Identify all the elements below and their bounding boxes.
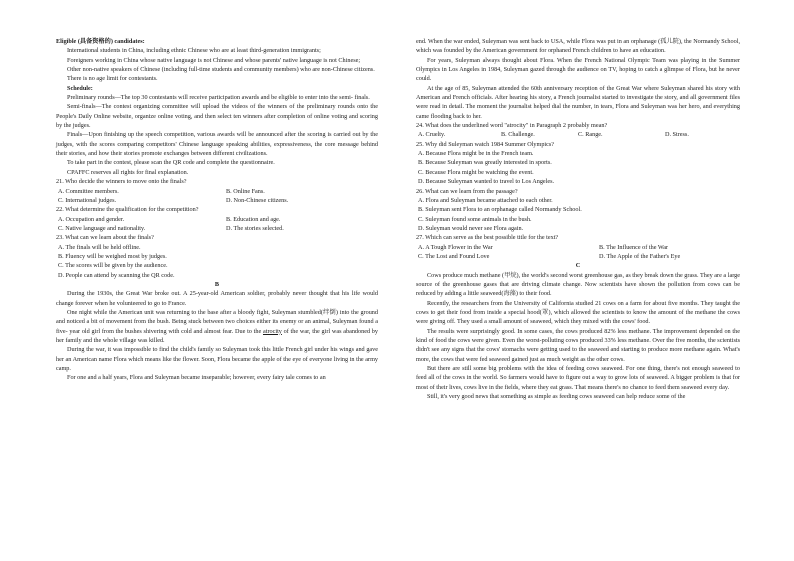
para-text: One night while the American unit was returning to the base after a bloody fight, Suleyman stumbled(绊倒) into the ground and noticed a bit of movement from the bush. Being stuck between two choices either its enemy or an animal, Suleyman found a five- year old girl from the bushes shivering with cold and almost fear. Due to the atrocity of the war, the girl was abandoned by her family and the whole village was killed. <box>56 308 378 344</box>
question-22-stem: 22. What determine the qualification for the competition? <box>56 206 199 214</box>
question-21-stem: 21. Who decide the winners to move onto the finals? <box>56 178 187 186</box>
passage-b-para: For years, Suleyman always thought about Flora. When the French National Olympic Team was playing in the Summer Olympics in Los Angeles in 1984, Suleyman gazed through the audience on TV, hoping to catch a glimpse of Flora, but he never could. <box>416 56 740 83</box>
question-27-options <box>416 243 740 262</box>
eligible-line: International students in China, including ethnic Chinese who are at least third-generation immigrants; <box>67 47 321 55</box>
eligible-line: Other non-native speakers of Chinese (including full-time students and community members) who are non-Chinese citizens. <box>67 66 375 74</box>
option[interactable]: A. A Tough Flower in the War <box>418 243 493 251</box>
option[interactable]: C. International judges. <box>58 196 117 204</box>
option[interactable]: A. Committee members. <box>58 187 119 195</box>
option[interactable]: A. Cruelty. <box>418 131 446 139</box>
option[interactable]: D. Stress. <box>665 131 689 139</box>
question-21-options <box>56 187 378 206</box>
left-column <box>56 37 378 383</box>
passage-c-para: Still, it's very good news that something as simple as feeding cows seaweed can help reduce some of the <box>427 393 686 401</box>
passage-c-para: Cows produce much methane (甲烷), the world's second worst greenhouse gas, as they break down the grass. They are a large source of the greenhouse gases that are driving climate change. Now scientists have shown the pollution from cows can be reduced by adding a little seaweed(海藻) to their food. <box>416 271 740 298</box>
question-26-stem: 26. What can we learn from the passage? <box>416 187 518 195</box>
option[interactable]: D. People can attend by scanning the QR code. <box>58 271 175 279</box>
passage-b-para: For one and a half years, Flora and Suleyman became inseparable; however, every fairy tale comes to an <box>67 374 326 382</box>
option[interactable]: D. Non-Chinese citizens. <box>226 196 289 204</box>
question-24-options <box>416 130 740 139</box>
schedule-para: Semi-finals—The contest organizing committee will upload the videos of the winners of the preliminary rounds onto the People's Daily Online website, organize online voting, and then select ten winners after completion of online voting and scoring by the judges. <box>56 103 378 130</box>
question-25-stem: 25. Why did Suleyman watch 1984 Summer Olympics? <box>416 140 555 148</box>
option[interactable]: C. Suleyman found some animals in the bush. <box>418 215 532 223</box>
schedule-para: CPAFFC reserves all rights for final explanation. <box>67 168 189 176</box>
passage-b-para: During the war, it was impossible to find the child's family so Suleyman took this little French girl under his wings and gave her an American name Flora which means like the flower. Soon, Flora became the apple of the eye of everyone living in the army camp. <box>56 346 378 373</box>
option[interactable]: A. Flora and Suleyman became attached to each other. <box>418 196 553 204</box>
section-b-heading: B <box>214 280 220 288</box>
option[interactable]: B. Education and age. <box>226 215 281 223</box>
passage-b-para: At the age of 85, Suleyman attended the 60th anniversary reception of the Great War where Suleyman shared his story with American and French officials. After hearing his story, a French journalist started to investigate the story, and all government files were read in detail. The moment the journalist helped dial the number, in tears, Flora and Suleyman was her hero, and everything came flooding back to her. <box>416 84 740 120</box>
option[interactable]: C. The Lost and Found Love <box>418 252 490 260</box>
section-c-heading: C <box>575 262 581 270</box>
question-23-stem: 23. What can we learn about the finals? <box>56 234 154 242</box>
option[interactable]: D. The stories selected. <box>226 224 284 232</box>
option[interactable]: B. Fluency will be weighed most by judges. <box>58 252 167 260</box>
option[interactable]: B. Because Suleyman was greatly interested in sports. <box>418 159 552 167</box>
option[interactable]: D. Suleyman would never see Flora again. <box>418 224 524 232</box>
passage-c-para: The results were surprisingly good. In some cases, the cows produced 82% less methane. The improvement depended on the kind of food the cows were given. Even the worst-polluting cows produced 33% less methane. Over the five months, the scientists didn't see any signs that the cows' stomachs were getting used to the seaweed and starting to produce more methane again. What's more, the cows that were fed seaweed gained just as much weight as the other cows. <box>416 327 740 363</box>
question-22-options <box>56 215 378 234</box>
passage-b-continued: end. When the war ended, Suleyman was sent back to USA, while Flora was put in an orphanage (孤儿院), the Normandy School, which was founded by the American government for orphaned French children to have an education. <box>416 38 740 55</box>
option[interactable]: A. The finals will be held offline. <box>58 243 141 251</box>
option[interactable]: C. Native language and nationality. <box>58 224 146 232</box>
passage-b-para: During the 1930s, the Great War broke out. A 25-year-old American soldier, probably never thought that his life would change forever when he volunteered to go to France. <box>56 290 378 307</box>
option[interactable]: A. Because Flora might be in the French team. <box>418 150 534 158</box>
right-column <box>416 37 740 401</box>
schedule-para: Finals—Upon finishing up the speech competition, various awards will be announced after the scoring is carried out by the judges, with the scores comparing competitors' Chinese language speaking abilities, expressiveness, the core message behind their stories, and how their stories promote exchanges between different civilizations. <box>56 131 378 158</box>
option[interactable]: D. The Apple of the Father's Eye <box>599 252 681 260</box>
schedule-heading: Schedule: <box>67 84 93 92</box>
passage-c-para: But there are still some big problems with the idea of feeding cows seaweed. For one thing, there's not enough seaweed to feed all of the cows in the world. So farmers would have to figure out a way to grow lots of seaweed. A bigger problem is that for most of their lives, cows live in the fields, where they eat grass. That means there's no chance to feed them seaweed every day. <box>416 365 740 391</box>
option[interactable]: C. The scores will be given by the audience. <box>58 262 168 270</box>
option[interactable]: C. Because Flora might be watching the event. <box>418 168 534 176</box>
eligible-line: Foreigners working in China whose native language is not Chinese and whose parents' native language is not Chinese; <box>67 56 361 64</box>
option[interactable]: B. Challenge. <box>501 131 535 139</box>
schedule-para: Preliminary rounds—The top 30 contestants will receive participation awards and be eligible to enter into the semi- finals. <box>67 94 370 102</box>
underlined-word: atrocity <box>262 327 282 335</box>
question-27-stem: 27. Which can serve as the best possible title for the text? <box>416 234 559 242</box>
option[interactable]: B. Suleyman sent Flora to an orphanage called Normandy School. <box>418 206 582 214</box>
option[interactable]: C. Range. <box>578 131 603 139</box>
option[interactable]: A. Occupation and gender. <box>58 215 125 223</box>
passage-b-para-2 <box>56 308 378 345</box>
option[interactable]: D. Because Suleyman wanted to travel to Los Angeles. <box>418 178 555 186</box>
eligible-line: There is no age limit for contestants. <box>67 75 158 83</box>
question-24-stem: 24. What does the underlined word "atrocity" in Paragraph 2 probably mean? <box>416 122 608 130</box>
schedule-para: To take part in the contest, please scan the QR code and complete the questionnaire. <box>67 159 275 167</box>
eligible-heading: Eligible (具备资格的) candidates: <box>56 38 145 45</box>
passage-c-para: Recently, the researchers from the University of California studied 21 cows on a farm for about five months. They taught the cows to get their food from inside a special hood(罩), which allowed the scientists to know the amount of the methane the cows were giving off. They used a small amount of seaweed, which they mixed with the cows' food. <box>416 299 740 326</box>
option[interactable]: B. The Influence of the War <box>599 243 669 251</box>
option[interactable]: B. Online Fans. <box>226 187 265 195</box>
